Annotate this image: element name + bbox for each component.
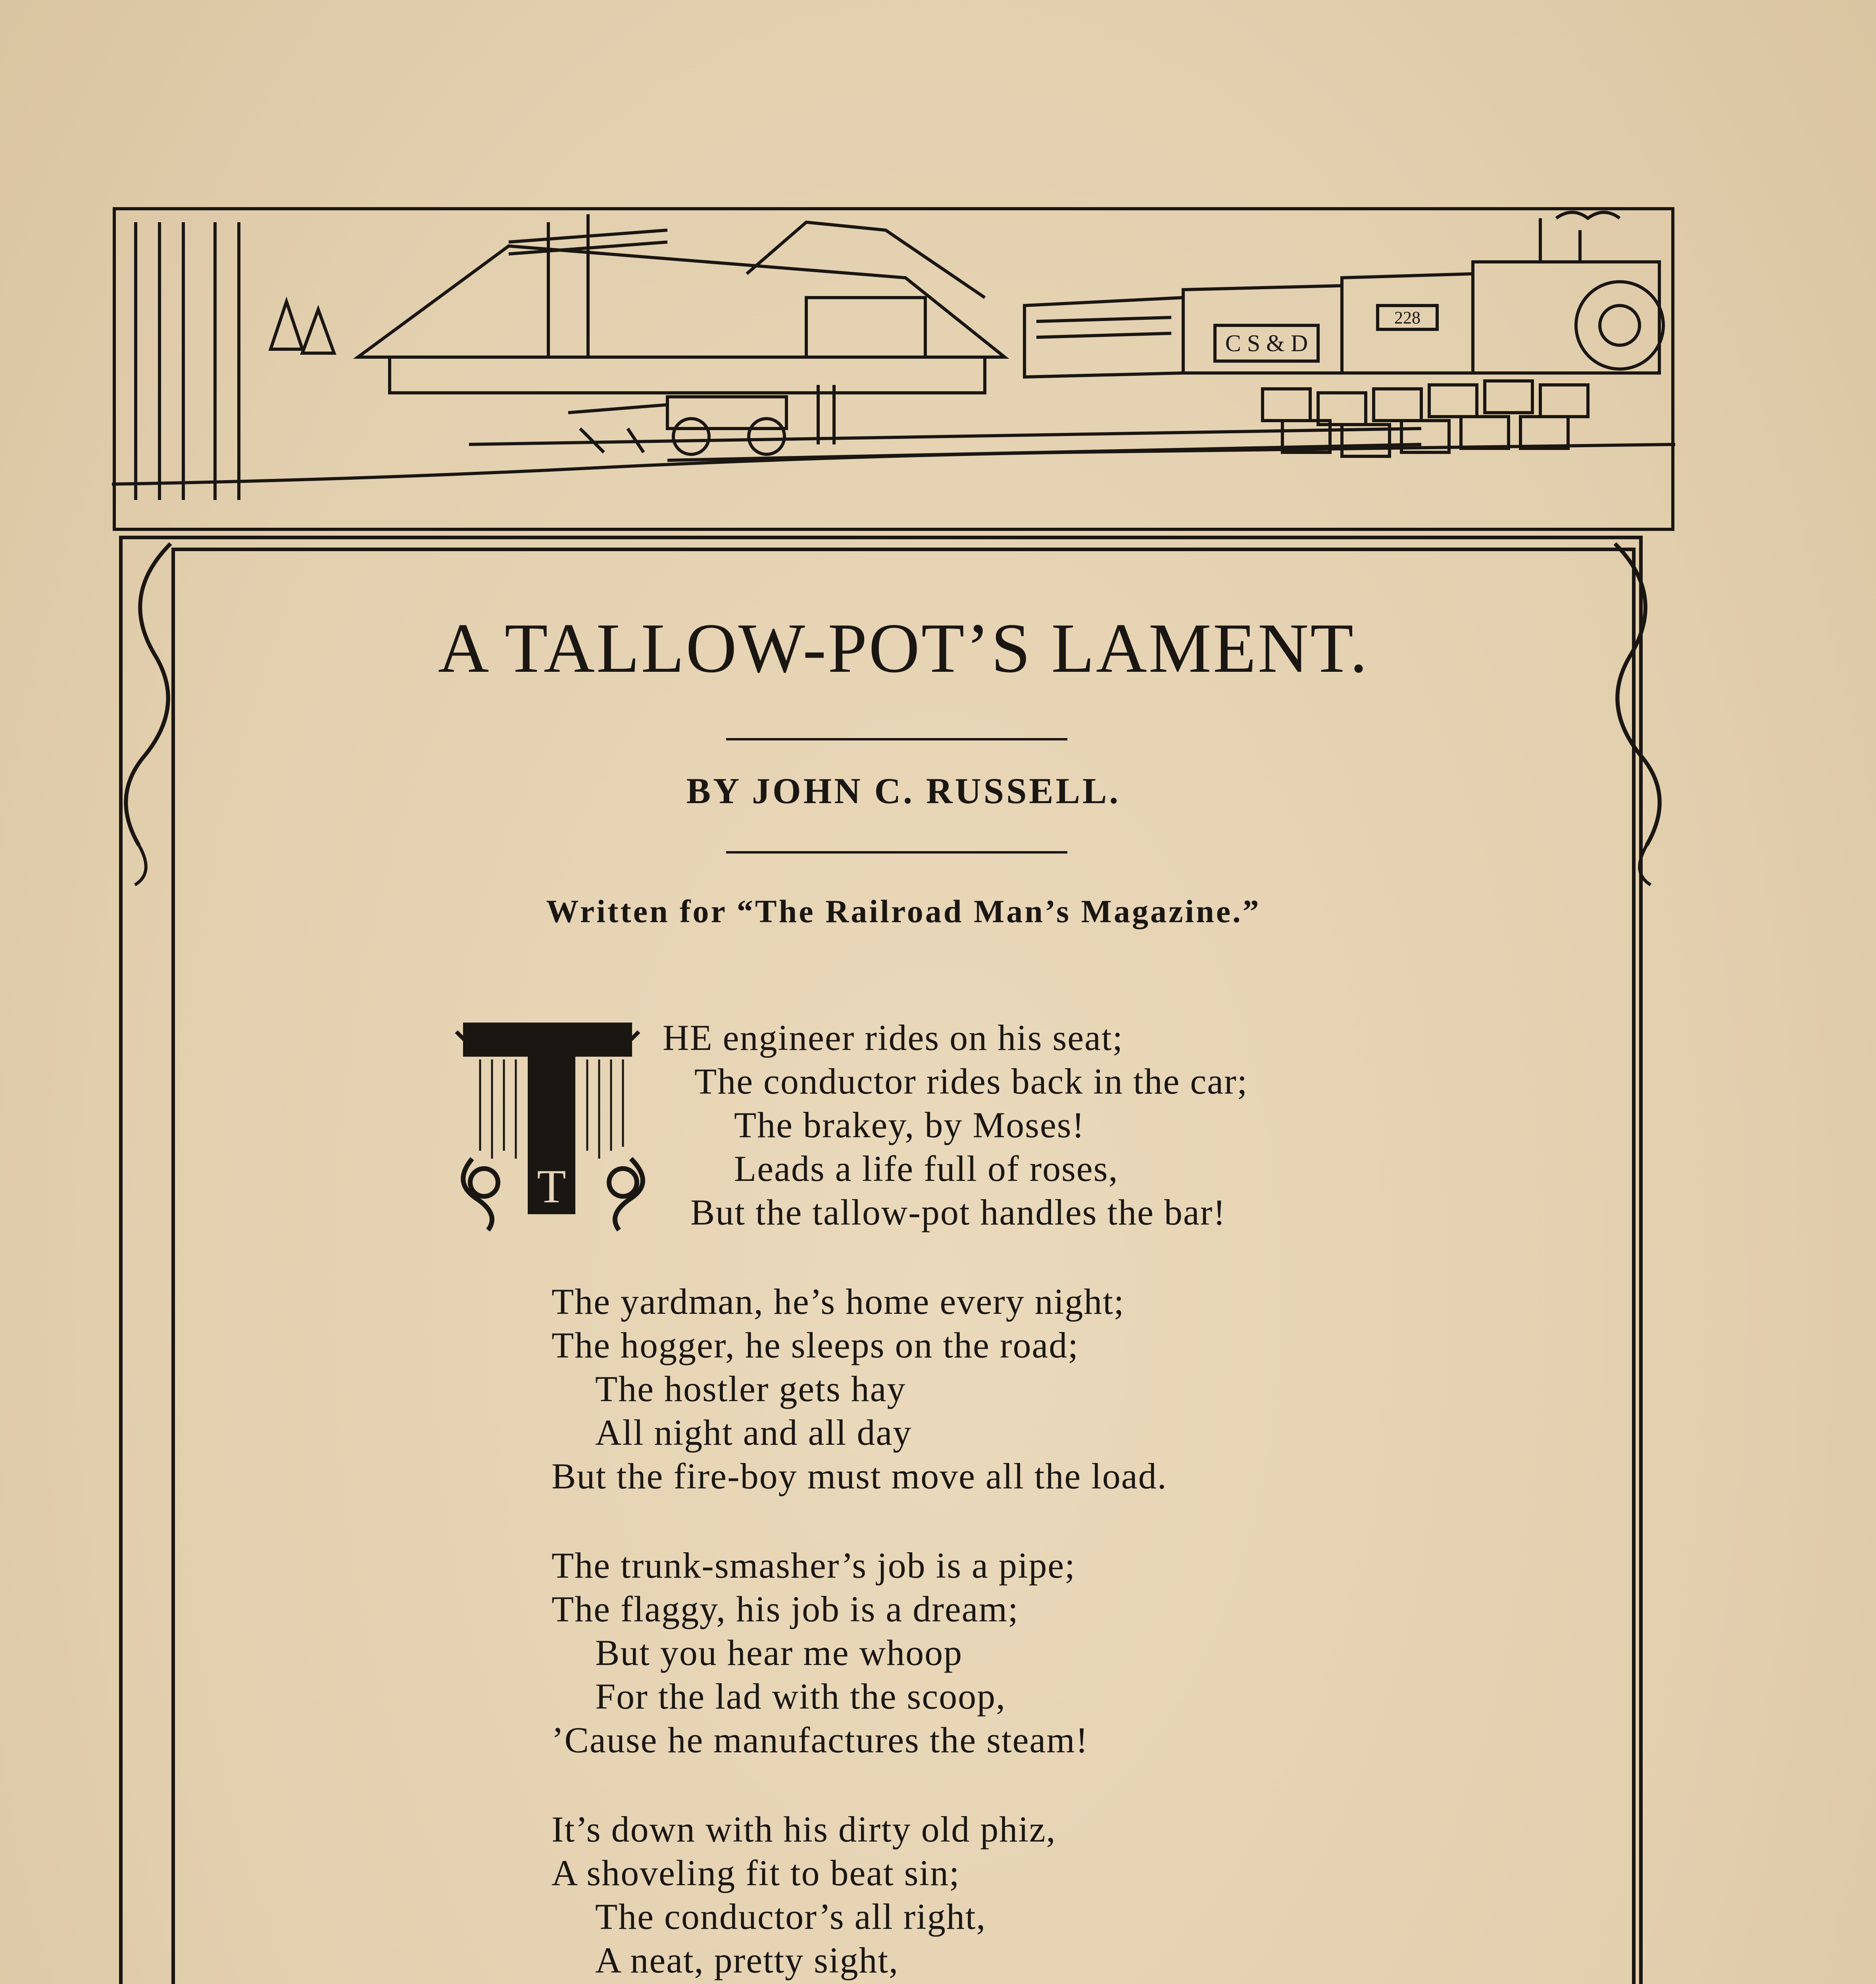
poem-line bbox=[552, 1982, 1056, 1984]
poem-line: ’Cause he manufactures the steam! bbox=[552, 1720, 1089, 1760]
drop-cap-letter: T bbox=[537, 1160, 566, 1213]
stanza-1 bbox=[472, 1016, 1248, 1234]
title-divider bbox=[726, 738, 1067, 740]
right-frame-ornament-icon bbox=[1595, 536, 1690, 893]
poem-line: A neat, pretty sight, bbox=[595, 1940, 899, 1980]
poem-line: The conductor rides back in the car; bbox=[694, 1061, 1248, 1102]
author-byline: BY JOHN C. RUSSELL. bbox=[686, 771, 1121, 811]
tender-label: 228 bbox=[1394, 308, 1420, 327]
car-label: C S & D bbox=[1225, 330, 1308, 356]
poem-line: The conductor’s all right, bbox=[595, 1896, 986, 1937]
railroad-station-illustration-icon bbox=[112, 206, 1675, 532]
byline-divider bbox=[726, 851, 1067, 854]
poem-line: The hostler gets hay bbox=[595, 1369, 906, 1409]
stanza-3 bbox=[552, 1544, 1088, 1762]
poem-line: Leads a life full of roses, bbox=[734, 1148, 1119, 1189]
poem-line: HE engineer rides on his seat; bbox=[663, 1017, 1124, 1058]
publication-note: Written for “The Railroad Man’s Magazine.” bbox=[546, 893, 1261, 929]
poem-line: For the lad with the scoop, bbox=[595, 1676, 1006, 1717]
poem-line: It’s down with his dirty old phiz, bbox=[552, 1809, 1056, 1849]
poem-line: But you hear me whoop bbox=[595, 1632, 963, 1673]
poem-line: The flaggy, his job is a dream; bbox=[552, 1589, 1019, 1629]
poem-line: A shoveling fit to beat sin; bbox=[552, 1853, 960, 1893]
poem-line: All night and all day bbox=[595, 1412, 912, 1453]
stanza-2 bbox=[552, 1280, 1167, 1498]
poem-line: The trunk-smasher’s job is a pipe; bbox=[552, 1545, 1076, 1586]
stanza-4 bbox=[552, 1807, 1056, 1984]
poem-title: A TALLOW-POT’S LAMENT. bbox=[438, 609, 1369, 687]
left-frame-ornament-icon bbox=[95, 536, 190, 893]
poem-line: But the tallow-pot handles the bar! bbox=[690, 1192, 1226, 1232]
poem-line: The brakey, by Moses! bbox=[734, 1105, 1085, 1145]
poem-line: But the fire-boy must move all the load. bbox=[552, 1456, 1167, 1496]
inner-page-frame bbox=[171, 548, 1636, 1984]
poem-line: The yardman, he’s home every night; bbox=[552, 1281, 1125, 1322]
poem-line: The hogger, he sleeps on the road; bbox=[552, 1325, 1079, 1365]
